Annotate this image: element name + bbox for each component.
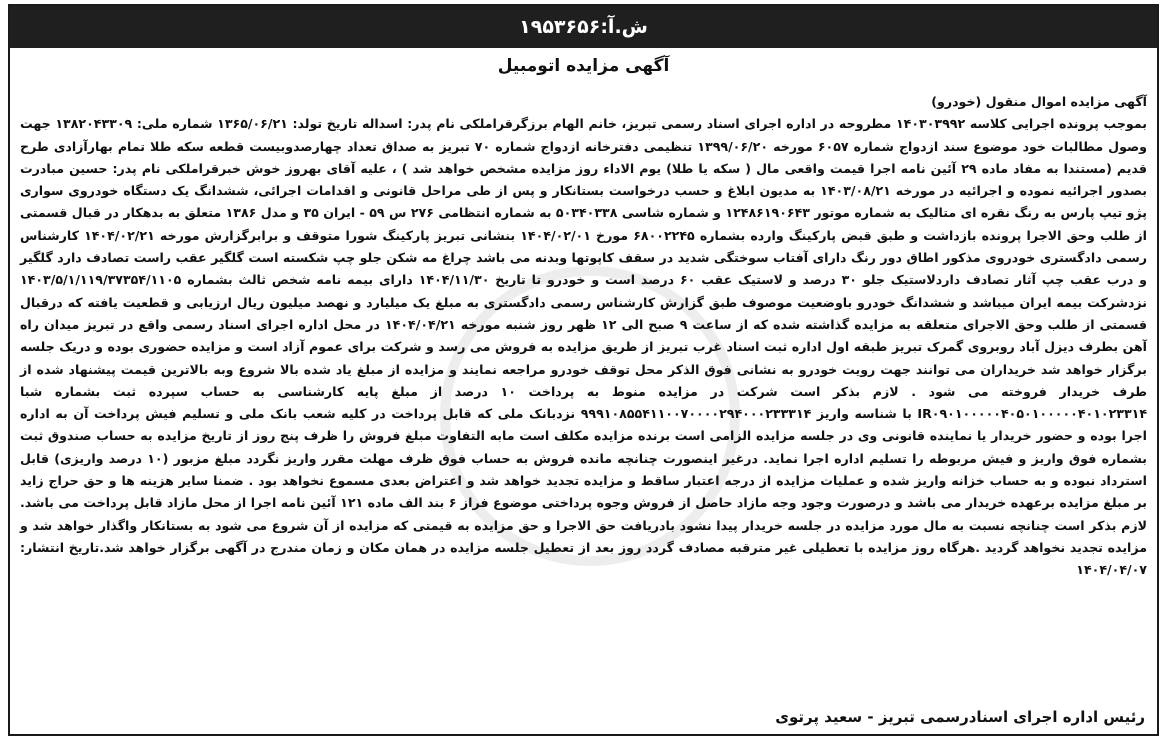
notice-title: آگهی مزایده اتومبیل — [497, 56, 670, 76]
notice-paragraph: بموجب پرونده اجرایی کلاسه ۱۴۰۳۰۳۹۹۲ مطروحه در اداره اجرای اسناد رسمی تبریز، خانم الهام برزگرقراملکی نام پدر: اسداله تاریخ تولد: ۱۳۶۵/۰۶/۲۱ شماره ملی: ۱۳۸۲۰۴۳۳۰۹ جهت وصول مطالبات خود موضوع سند ازدواج شماره ۶۰۵۷ مورخه ۱۳۹۹/۰۶/۲۰ تنظیمی دفترخانه ازدواج شماره ۷۰ تبریز به صداق تعداد چهارصدوبیست قطعه سکه طلا تمام بهارآزادی طرح قدیم (مستندا به مفاد ماده ۲۹ آئین نامه اجرا قیمت واقعی مال ( سکه یا طلا) یوم الاداء روز مزایده مشخص خواهد شد ) ، علیه آقای بهروز خوش خبرقراملکی نام پدر: حسین مبادرت بصدور اجرائیه نموده و اجرائیه در مورخه ۱۴۰۳/۰۸/۲۱ به مدیون ابلاغ و حسب درخواست بستانکار و پس از طی مراحل قانونی و اقدامات اجرائی، ششدانگ یک دستگاه خودروی سواری پژو تیپ پارس به رنگ نقره ای متالیک به شماره موتور ۱۲۴۸۶۱۹۰۶۴۳ و شماره شاسی ۵۰۳۴۰۳۳۸ به شماره انتظامی ۲۷۶ س ۵۹ - ایران ۳۵ و مدل ۱۳۸۶ متعلق به بدهکار در قبال قسمتی از طلب وحق الاجرا پرونده بازداشت و طبق قبض پارکینگ وارده بشماره ۶۸۰۰۲۲۴۵ مورخ ۱۴۰۴/۰۲/۰۱ بنشانی تبریز پارکینگ شورا متوقف و برابرگزارش مورخه ۱۴۰۴/۰۲/۲۱ کارشناس رسمی دادگستری خودروی مذکور اطاق دور رنگ دارای آفتاب سوختگی شدید در سقف کاپوتها وبدنه می باشد چراغ مه شکن جلو چپ شکسته است گلگیر عقب راست تصادف دارد گلگیر و درب عقب چپ آثار تصادف داردلاستیک جلو ۳۰ درصد و لاستیک عقب ۶۰ درصد است و خودرو تا تاریخ ۱۴۰۴/۱۱/۳۰ دارای بیمه نامه شخص ثالث بشماره ۱۴۰۳/۵/۱/۱۱۹/۳۷۳۵۴/۱۱۰۵ نزدشرکت بیمه ایران میباشد و ششدانگ خودرو باوضعیت موصوف طبق گزارش کارشناس رسمی دادگستری به مبلغ یک میلیارد و نهصد میلیون ریال ارزیابی و قطعیت یافته که درقبال قسمتی از طلب وحق الاجرای متعلقه به مزایده گذاشته شده که از ساعت ۹ صبح الی ۱۲ ظهر روز شنبه مورخه ۱۴۰۴/۰۴/۲۱ در محل اداره اجرای اسناد رسمی واقع در تبریز میدان راه آهن بطرف دیزل آباد روبروی گمرک تبریز طبقه اول اداره ثبت اسناد غرب تبریز از طریق مزایده به فروش می رسد و شرکت برای عموم آزاد است و مزایده حضوری بوده و دریک جلسه برگزار خواهد شد خریداران می توانند جهت رویت خودرو به نشانی فوق الذکر محل توقف خودرو مراجعه نمایند و مزایده از مبلغ یاد شده بالا شروع وبه بالاترین قیمت پیشنهاد شده از طرف خریدار فروخته می شود . لازم بذکر است شرکت در مزایده منوط به پرداخت ۱۰ درصد از مبلغ پایه کارشناسی به حساب سپرده ثبت بشماره شبا IR۰۹۰۱۰۰۰۰۰۴۰۵۰۱۰۰۰۰۰۴۰۱۰۲۳۳۱۴ با شناسه واریز ۹۹۹۱۰۸۵۵۴۱۱۰۰۷۰۰۰۰۲۹۴۰۰۰۲۳۳۳۱۴ نزدبانک ملی که قابل پرداخت در کلیه شعب بانک ملی و تسلیم فیش پرداخت آن به اداره اجرا بوده و حضور خریدار یا نماینده قانونی وی در جلسه مزایده الزامی است برنده مزایده مکلف است مابه التفاوت مبلغ فروش را ظرف پنج روز از تاریخ مزایده به حساب صندوق ثبت بشماره فوق واریز و فیش مربوطه را تسلیم اداره اجرا نماید. درغیر اینصورت چنانچه مانده فروش به حساب فوق ظرف مهلت مقرر واریز نگردد مبلغ مزبور (۱۰ درصد واریزی) قابل استرداد نبوده و به حساب خزانه واریز شده و عملیات مزایده از درجه اعتبار ساقط و مزایده تجدید خواهد شد و اعتراض بعدی مسموع نخواهد بود . ضمنا سایر هزینه ها و حق حراج زاید بر مبلغ مزایده برعهده خریدار می باشد و درصورت وجود وجه مازاد حاصل از فروش وجوه پرداختی موضوع فراز ۶ بند الف ماده ۱۲۱ آئین نامه اجرا از محل مازاد قابل پرداخت می باشد. لازم بذکر است چنانچه نسبت به مال مورد مزایده در جلسه خریدار پیدا نشود بادریافت حق الاجرا و حق مزایده به قیمتی که مزایده از آن شروع می شود به بستانکار واگذار خواهد شد و مزایده تجدید نخواهد گردید .هرگاه روز مزایده با تعطیلی غیر مترقبه مصادف گردد روز بعد از تعطیل جلسه مزایده در همان مکان و زمان مندرج در آگهی برگزار خواهد شد.تاریخ انتشار: ۱۴۰۴/۰۴/۰۷ — [20, 116, 1148, 578]
notice-subtitle: آگهی مزایده اموال منقول (خودرو) — [931, 94, 1147, 109]
header-bar — [10, 6, 1157, 48]
notice-frame — [8, 4, 1159, 736]
notice-body — [20, 91, 1147, 582]
publication-code: ش.آ:۱۹۵۳۶۵۶ — [519, 16, 648, 38]
signature: رئیس اداره اجرای اسنادرسمی تبریز - سعید پرتوی — [775, 708, 1145, 726]
